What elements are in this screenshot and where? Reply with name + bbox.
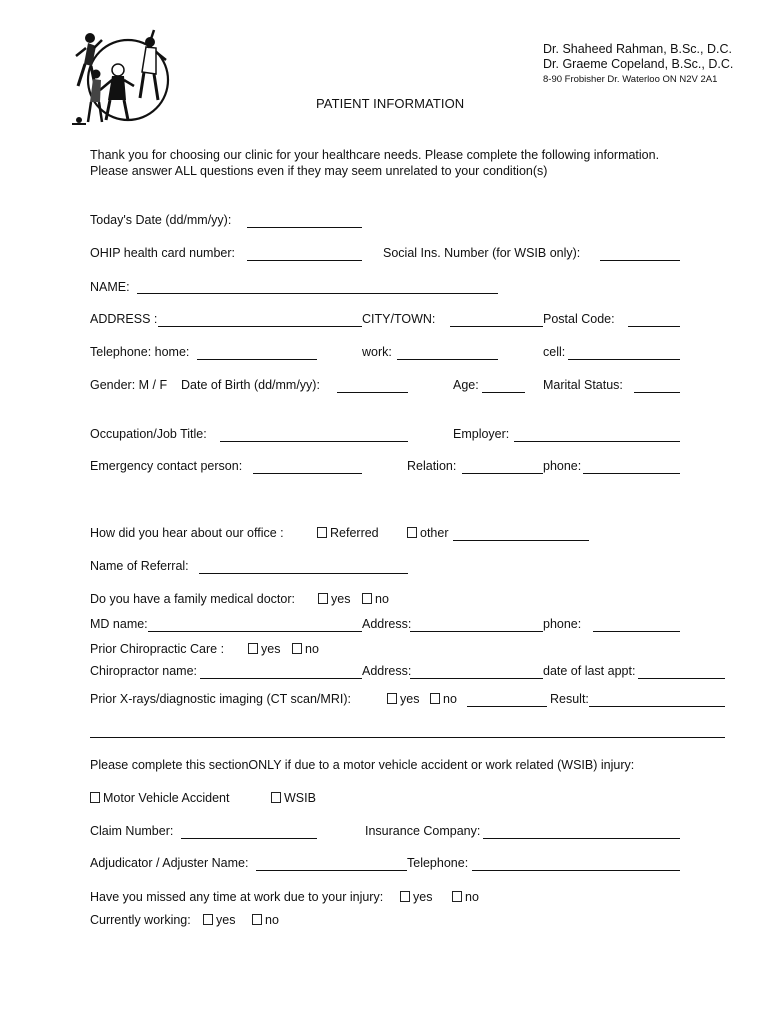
md-name-field[interactable] bbox=[148, 631, 362, 632]
insurance-company-field[interactable] bbox=[483, 838, 680, 839]
other-option[interactable] bbox=[407, 526, 449, 540]
address-label: ADDRESS : bbox=[90, 312, 158, 326]
ohip-label: OHIP health card number: bbox=[90, 246, 235, 260]
dob-field[interactable] bbox=[337, 392, 408, 393]
age-field[interactable] bbox=[482, 392, 525, 393]
claim-number-field[interactable] bbox=[181, 838, 317, 839]
section-divider bbox=[90, 737, 725, 738]
name-of-referral-label: Name of Referral: bbox=[90, 559, 189, 573]
emergency-phone-field[interactable] bbox=[583, 473, 680, 474]
md-address-label: Address: bbox=[362, 617, 412, 631]
prior-chiro-no-option[interactable] bbox=[292, 642, 319, 656]
date-last-appt-field[interactable] bbox=[638, 678, 725, 679]
currently-working-yes-option[interactable] bbox=[203, 913, 235, 927]
no-label: no bbox=[375, 592, 389, 606]
xrays-field[interactable] bbox=[467, 706, 547, 707]
currently-working-label: Currently working: bbox=[90, 913, 191, 927]
xrays-no-checkbox[interactable] bbox=[430, 693, 440, 704]
currently-working-yes-checkbox[interactable] bbox=[203, 914, 213, 925]
work-label: work: bbox=[362, 345, 392, 359]
wsib-option[interactable] bbox=[271, 791, 316, 805]
currently-working-no-option[interactable] bbox=[252, 913, 279, 927]
name-of-referral-field[interactable] bbox=[199, 573, 408, 574]
chiro-address-field[interactable] bbox=[410, 678, 543, 679]
md-address-field[interactable] bbox=[410, 631, 543, 632]
family-doctor-yes-checkbox[interactable] bbox=[318, 593, 328, 604]
no-label: no bbox=[265, 913, 279, 927]
claim-number-label: Claim Number: bbox=[90, 824, 174, 838]
other-checkbox[interactable] bbox=[407, 527, 417, 538]
clinic-address: 8-90 Frobisher Dr. Waterloo ON N2V 2A1 bbox=[543, 74, 718, 85]
missed-work-yes-option[interactable] bbox=[400, 890, 432, 904]
doctor-name-1: Dr. Shaheed Rahman, B.Sc., D.C. bbox=[543, 42, 732, 56]
result-field[interactable] bbox=[589, 706, 725, 707]
referred-option[interactable] bbox=[317, 526, 379, 540]
telephone-home-label: Telephone: home: bbox=[90, 345, 190, 359]
md-name-label: MD name: bbox=[90, 617, 148, 631]
prior-chiro-yes-checkbox[interactable] bbox=[248, 643, 258, 654]
yes-label: yes bbox=[261, 642, 281, 656]
wsib-checkbox[interactable] bbox=[271, 792, 281, 803]
xrays-label: Prior X-rays/diagnostic imaging (CT scan/MRI): bbox=[90, 692, 351, 706]
occupation-field[interactable] bbox=[220, 441, 408, 442]
chiro-address-label: Address: bbox=[362, 664, 412, 678]
ohip-field[interactable] bbox=[247, 260, 362, 261]
yes-label: yes bbox=[331, 592, 351, 606]
mva-instruction bbox=[90, 758, 634, 772]
chiropractor-name-label: Chiropractor name: bbox=[90, 664, 197, 678]
family-doctor-label: Do you have a family medical doctor: bbox=[90, 592, 295, 606]
telephone-home-field[interactable] bbox=[197, 359, 317, 360]
sports-figures-logo bbox=[66, 24, 176, 130]
postal-code-label: Postal Code: bbox=[543, 312, 615, 326]
md-phone-label: phone: bbox=[543, 617, 582, 631]
name-label: NAME: bbox=[90, 280, 130, 294]
intro-line-2: Please answer ALL questions even if they may seem unrelated to your condition(s) bbox=[90, 164, 548, 178]
yes-label: yes bbox=[400, 692, 420, 706]
xrays-yes-option[interactable] bbox=[387, 692, 419, 706]
missed-work-label: Have you missed any time at work due to your injury: bbox=[90, 890, 384, 904]
xrays-yes-checkbox[interactable] bbox=[387, 693, 397, 704]
yes-label: yes bbox=[216, 913, 236, 927]
other-label: other bbox=[420, 526, 449, 540]
motor-vehicle-label: Motor Vehicle Accident bbox=[103, 791, 230, 805]
prior-chiro-yes-option[interactable] bbox=[248, 642, 280, 656]
sin-field[interactable] bbox=[600, 260, 680, 261]
xrays-no-option[interactable] bbox=[430, 692, 457, 706]
adjuster-telephone-field[interactable] bbox=[472, 870, 680, 871]
postal-code-field[interactable] bbox=[628, 326, 680, 327]
yes-label: yes bbox=[413, 890, 433, 904]
work-phone-field[interactable] bbox=[397, 359, 498, 360]
other-field[interactable] bbox=[453, 540, 589, 541]
city-label: CITY/TOWN: bbox=[362, 312, 436, 326]
motor-vehicle-option[interactable] bbox=[90, 791, 229, 805]
chiropractor-name-field[interactable] bbox=[200, 678, 362, 679]
motor-vehicle-checkbox[interactable] bbox=[90, 792, 100, 803]
relation-field[interactable] bbox=[462, 473, 543, 474]
occupation-label: Occupation/Job Title: bbox=[90, 427, 207, 441]
page-title: PATIENT INFORMATION bbox=[316, 96, 465, 111]
family-doctor-no-checkbox[interactable] bbox=[362, 593, 372, 604]
marital-status-label: Marital Status: bbox=[543, 378, 623, 392]
emergency-contact-field[interactable] bbox=[253, 473, 362, 474]
md-phone-field[interactable] bbox=[593, 631, 680, 632]
insurance-company-label: Insurance Company: bbox=[365, 824, 481, 838]
family-doctor-no-option[interactable] bbox=[362, 592, 389, 606]
age-label: Age: bbox=[453, 378, 479, 392]
prior-chiro-label: Prior Chiropractic Care : bbox=[90, 642, 225, 656]
family-doctor-yes-option[interactable] bbox=[318, 592, 350, 606]
date-last-appt-label: date of last appt: bbox=[543, 664, 636, 678]
intro-line-1: Thank you for choosing our clinic for your healthcare needs. Please complete the following information. bbox=[90, 148, 660, 162]
result-label: Result: bbox=[550, 692, 589, 706]
adjuster-telephone-label: Telephone: bbox=[407, 856, 469, 870]
relation-label: Relation: bbox=[407, 459, 457, 473]
adjudicator-label: Adjudicator / Adjuster Name: bbox=[90, 856, 249, 870]
city-field[interactable] bbox=[450, 326, 543, 327]
address-field[interactable] bbox=[158, 326, 362, 327]
no-label: no bbox=[465, 890, 479, 904]
wsib-label: WSIB bbox=[284, 791, 316, 805]
missed-work-yes-checkbox[interactable] bbox=[400, 891, 410, 902]
missed-work-no-option[interactable] bbox=[452, 890, 479, 904]
sports-figures-icon bbox=[66, 24, 176, 130]
no-label: no bbox=[305, 642, 319, 656]
employer-field[interactable] bbox=[514, 441, 680, 442]
cell-label: cell: bbox=[543, 345, 566, 359]
referred-checkbox[interactable] bbox=[317, 527, 327, 538]
missed-work-no-checkbox[interactable] bbox=[452, 891, 462, 902]
adjudicator-field[interactable] bbox=[256, 870, 407, 871]
no-label: no bbox=[443, 692, 457, 706]
todays-date-field[interactable] bbox=[247, 227, 362, 228]
gender-label: Gender: M / F bbox=[90, 378, 168, 392]
marital-status-field[interactable] bbox=[634, 392, 680, 393]
emergency-contact-label: Emergency contact person: bbox=[90, 459, 243, 473]
name-field[interactable] bbox=[137, 293, 498, 294]
employer-label: Employer: bbox=[453, 427, 510, 441]
mva-instruction-a: Please complete this section bbox=[90, 758, 249, 772]
todays-date-label: Today's Date (dd/mm/yy): bbox=[90, 213, 232, 227]
dob-label: Date of Birth (dd/mm/yy): bbox=[181, 378, 320, 392]
referred-label: Referred bbox=[330, 526, 379, 540]
cell-phone-field[interactable] bbox=[568, 359, 680, 360]
currently-working-no-checkbox[interactable] bbox=[252, 914, 262, 925]
prior-chiro-no-checkbox[interactable] bbox=[292, 643, 302, 654]
hear-about-office-label: How did you hear about our office : bbox=[90, 526, 284, 540]
emergency-phone-label: phone: bbox=[543, 459, 582, 473]
mva-instruction-b: ONLY if due to a motor vehicle accident or work related (WSIB) injury: bbox=[248, 758, 635, 772]
doctor-name-2: Dr. Graeme Copeland, B.Sc., D.C. bbox=[543, 57, 734, 71]
sin-label: Social Ins. Number (for WSIB only): bbox=[383, 246, 581, 260]
